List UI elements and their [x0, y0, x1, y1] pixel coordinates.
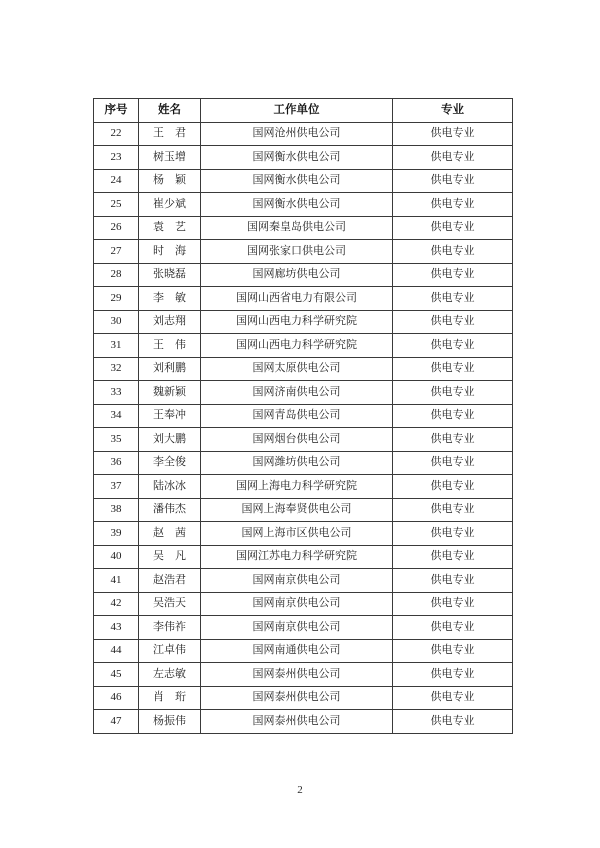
table-cell-work-unit: 国网青岛供电公司 — [201, 404, 393, 428]
table-cell-work-unit: 国网南京供电公司 — [201, 616, 393, 640]
table-row — [94, 146, 513, 170]
table-cell-name: 王奉冲 — [139, 404, 201, 428]
table-cell-name: 王 伟 — [139, 334, 201, 358]
table-cell-index: 37 — [94, 475, 139, 499]
table-row — [94, 263, 513, 287]
table-cell-major: 供电专业 — [393, 475, 513, 499]
table-row — [94, 545, 513, 569]
table-cell-index: 44 — [94, 639, 139, 663]
table-cell-work-unit: 国网南京供电公司 — [201, 569, 393, 593]
table-cell-major: 供电专业 — [393, 310, 513, 334]
table-cell-major: 供电专业 — [393, 404, 513, 428]
table-cell-index: 40 — [94, 545, 139, 569]
table-cell-major: 供电专业 — [393, 263, 513, 287]
table-row — [94, 451, 513, 475]
table-cell-work-unit: 国网秦皇岛供电公司 — [201, 216, 393, 240]
table-cell-name: 陆冰冰 — [139, 475, 201, 499]
table-cell-major: 供电专业 — [393, 451, 513, 475]
table-cell-major: 供电专业 — [393, 710, 513, 734]
table-cell-major: 供电专业 — [393, 122, 513, 146]
table-row — [94, 569, 513, 593]
table-row — [94, 404, 513, 428]
table-cell-work-unit: 国网山西省电力有限公司 — [201, 287, 393, 311]
table-cell-work-unit: 国网南京供电公司 — [201, 592, 393, 616]
table-cell-name: 刘利鹏 — [139, 357, 201, 381]
table-cell-index: 29 — [94, 287, 139, 311]
table-cell-name: 吴浩天 — [139, 592, 201, 616]
table-row — [94, 475, 513, 499]
table-cell-index: 35 — [94, 428, 139, 452]
table-row — [94, 169, 513, 193]
table-row — [94, 710, 513, 734]
table-cell-index: 31 — [94, 334, 139, 358]
table-cell-name: 刘志翔 — [139, 310, 201, 334]
table-cell-work-unit: 国网上海电力科学研究院 — [201, 475, 393, 499]
table-cell-index: 30 — [94, 310, 139, 334]
table-cell-name: 时 海 — [139, 240, 201, 264]
table-cell-name: 李 敏 — [139, 287, 201, 311]
table-cell-name: 吴 凡 — [139, 545, 201, 569]
table-cell-index: 38 — [94, 498, 139, 522]
table-cell-work-unit: 国网山西电力科学研究院 — [201, 310, 393, 334]
table-cell-work-unit: 国网衡水供电公司 — [201, 146, 393, 170]
table-cell-name: 杨振伟 — [139, 710, 201, 734]
roster-table — [93, 98, 513, 734]
column-header-index: 序号 — [94, 99, 139, 123]
table-cell-major: 供电专业 — [393, 146, 513, 170]
page-number: 2 — [297, 784, 303, 796]
table-row — [94, 122, 513, 146]
table-cell-name: 刘大鹏 — [139, 428, 201, 452]
table-cell-major: 供电专业 — [393, 334, 513, 358]
table-row — [94, 381, 513, 405]
table-body — [94, 122, 513, 733]
table-cell-major: 供电专业 — [393, 569, 513, 593]
table-cell-name: 杨 颖 — [139, 169, 201, 193]
table-cell-index: 34 — [94, 404, 139, 428]
table-cell-name: 潘伟杰 — [139, 498, 201, 522]
table-cell-major: 供电专业 — [393, 522, 513, 546]
table-cell-work-unit: 国网泰州供电公司 — [201, 710, 393, 734]
column-header-work-unit: 工作单位 — [201, 99, 393, 123]
table-cell-major: 供电专业 — [393, 498, 513, 522]
table-cell-name: 赵浩君 — [139, 569, 201, 593]
table-cell-name: 崔少斌 — [139, 193, 201, 217]
table-cell-major: 供电专业 — [393, 616, 513, 640]
table-cell-name: 肖 珩 — [139, 686, 201, 710]
table-cell-work-unit: 国网烟台供电公司 — [201, 428, 393, 452]
table-cell-index: 32 — [94, 357, 139, 381]
table-cell-work-unit: 国网潍坊供电公司 — [201, 451, 393, 475]
table-row — [94, 357, 513, 381]
table-cell-work-unit: 国网泰州供电公司 — [201, 686, 393, 710]
table-cell-index: 28 — [94, 263, 139, 287]
table-cell-index: 41 — [94, 569, 139, 593]
table-cell-work-unit: 国网沧州供电公司 — [201, 122, 393, 146]
table-row — [94, 498, 513, 522]
table-cell-name: 李全俊 — [139, 451, 201, 475]
table-cell-index: 47 — [94, 710, 139, 734]
table-row — [94, 428, 513, 452]
table-row — [94, 193, 513, 217]
table-row — [94, 287, 513, 311]
table-cell-work-unit: 国网上海奉贤供电公司 — [201, 498, 393, 522]
table-cell-major: 供电专业 — [393, 686, 513, 710]
table-cell-major: 供电专业 — [393, 193, 513, 217]
table-cell-work-unit: 国网山西电力科学研究院 — [201, 334, 393, 358]
table-row — [94, 216, 513, 240]
table-cell-index: 25 — [94, 193, 139, 217]
table-cell-major: 供电专业 — [393, 216, 513, 240]
table-cell-major: 供电专业 — [393, 545, 513, 569]
table-cell-major: 供电专业 — [393, 639, 513, 663]
table-cell-name: 树玉增 — [139, 146, 201, 170]
table-cell-major: 供电专业 — [393, 663, 513, 687]
table-cell-work-unit: 国网泰州供电公司 — [201, 663, 393, 687]
table-cell-major: 供电专业 — [393, 287, 513, 311]
table-cell-name: 袁 艺 — [139, 216, 201, 240]
table-cell-name: 李伟祚 — [139, 616, 201, 640]
table-cell-work-unit: 国网江苏电力科学研究院 — [201, 545, 393, 569]
table-cell-work-unit: 国网上海市区供电公司 — [201, 522, 393, 546]
table-row — [94, 334, 513, 358]
table-row — [94, 616, 513, 640]
table-cell-index: 36 — [94, 451, 139, 475]
table-cell-major: 供电专业 — [393, 357, 513, 381]
table-cell-major: 供电专业 — [393, 428, 513, 452]
table-row — [94, 522, 513, 546]
table-row — [94, 240, 513, 264]
table-cell-major: 供电专业 — [393, 240, 513, 264]
table-cell-index: 22 — [94, 122, 139, 146]
table-row — [94, 310, 513, 334]
table-cell-major: 供电专业 — [393, 381, 513, 405]
table-cell-index: 39 — [94, 522, 139, 546]
column-header-name: 姓名 — [139, 99, 201, 123]
table-cell-index: 23 — [94, 146, 139, 170]
table-cell-major: 供电专业 — [393, 592, 513, 616]
table-cell-work-unit: 国网济南供电公司 — [201, 381, 393, 405]
table-header-row — [94, 99, 513, 123]
table-cell-index: 43 — [94, 616, 139, 640]
table-row — [94, 639, 513, 663]
table-row — [94, 663, 513, 687]
table-cell-name: 魏新颖 — [139, 381, 201, 405]
table-cell-index: 33 — [94, 381, 139, 405]
table-row — [94, 592, 513, 616]
table-row — [94, 686, 513, 710]
table-cell-name: 张晓磊 — [139, 263, 201, 287]
table-cell-index: 45 — [94, 663, 139, 687]
table-cell-name: 江卓伟 — [139, 639, 201, 663]
table-cell-work-unit: 国网衡水供电公司 — [201, 193, 393, 217]
table-cell-index: 26 — [94, 216, 139, 240]
table-cell-name: 赵 茜 — [139, 522, 201, 546]
table-cell-major: 供电专业 — [393, 169, 513, 193]
table-cell-index: 46 — [94, 686, 139, 710]
column-header-major: 专业 — [393, 99, 513, 123]
table-cell-index: 42 — [94, 592, 139, 616]
table-cell-work-unit: 国网南通供电公司 — [201, 639, 393, 663]
table-cell-index: 24 — [94, 169, 139, 193]
table-cell-name: 王 君 — [139, 122, 201, 146]
table-cell-name: 左志敏 — [139, 663, 201, 687]
table-cell-index: 27 — [94, 240, 139, 264]
table-cell-work-unit: 国网太原供电公司 — [201, 357, 393, 381]
table-cell-work-unit: 国网廊坊供电公司 — [201, 263, 393, 287]
table-cell-work-unit: 国网衡水供电公司 — [201, 169, 393, 193]
table-cell-work-unit: 国网张家口供电公司 — [201, 240, 393, 264]
